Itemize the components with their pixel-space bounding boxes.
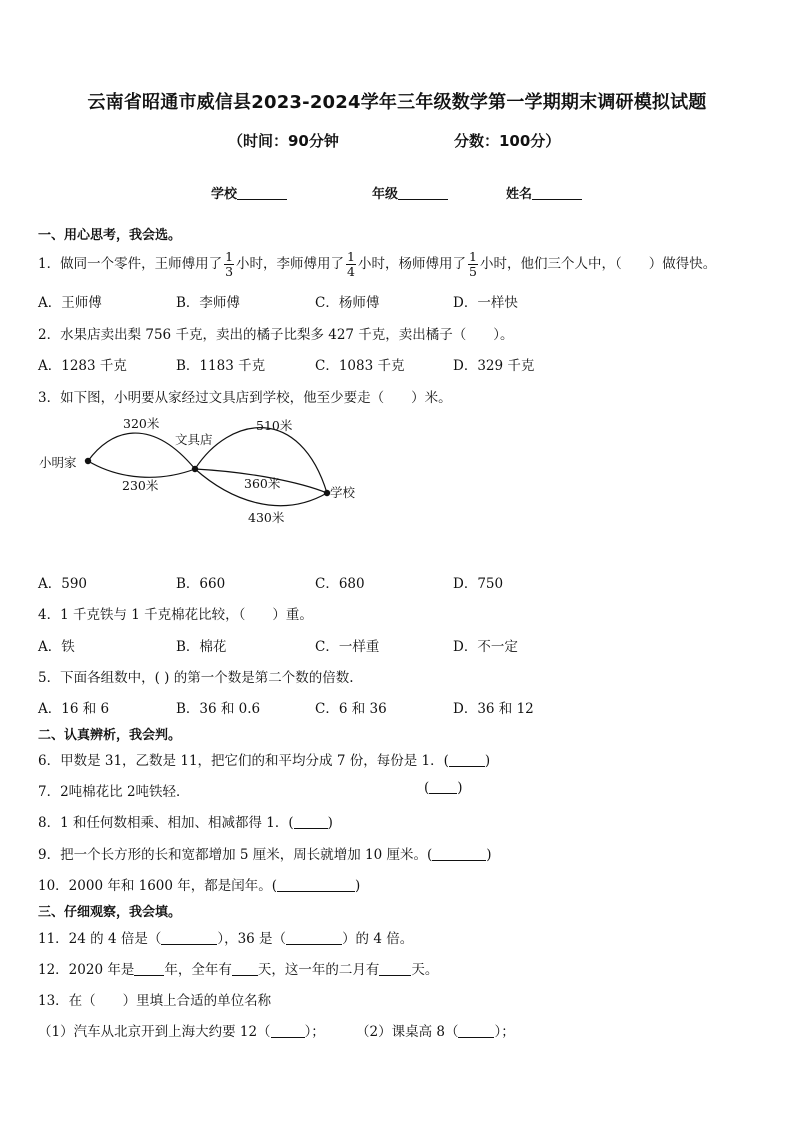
- q11-blank-1[interactable]: [161, 931, 217, 945]
- store-label: 文具店: [175, 432, 213, 447]
- path-home-store-bottom: [88, 461, 195, 477]
- q3-option-d[interactable]: D．750: [453, 576, 504, 592]
- distance-230: 230米: [122, 478, 159, 493]
- q4-option-d[interactable]: D．不一定: [453, 639, 518, 655]
- q1-text-mid2: 小时，杨师傅用了: [358, 256, 466, 272]
- question-12: [38, 958, 438, 978]
- q13-1-text: （1）汽车从北京开到上海大约要 12（: [38, 1024, 271, 1040]
- name-field: [506, 183, 582, 202]
- question-13-part-1: （1）汽车从北京开到上海大约要 12（ ）；: [38, 1024, 325, 1040]
- grade-blank[interactable]: [398, 187, 448, 200]
- q1-text-pre: 1．做同一个零件，王师傅用了: [38, 256, 223, 272]
- q4-option-a[interactable]: A．铁: [38, 639, 75, 655]
- section-2-heading: 二、认真辨析，我会判。: [38, 728, 182, 743]
- exam-time: （时间：90分钟: [228, 132, 339, 150]
- q4-option-c[interactable]: C．一样重: [315, 639, 380, 655]
- q1-option-a[interactable]: A．王师傅: [38, 295, 102, 311]
- q8-answer-blank[interactable]: [294, 815, 328, 829]
- question-11: [38, 927, 413, 947]
- name-label: 姓名: [506, 187, 533, 202]
- fraction-1-4: $\frac{1}{4}$: [347, 249, 355, 279]
- q11-text-c: ）的 4 倍。: [342, 931, 414, 947]
- q2-option-b[interactable]: B．1183 千克: [176, 358, 266, 374]
- q13-2-text: （2）课桌高 8（: [356, 1024, 459, 1040]
- q10-text: 10．2000 年和 1600 年，都是闰年。(: [38, 878, 278, 894]
- name-blank[interactable]: [532, 187, 582, 200]
- q9-answer-blank[interactable]: [432, 847, 486, 861]
- school-field: [211, 183, 287, 202]
- distance-510: 510米: [256, 418, 293, 433]
- question-13: 13．在（ ）里填上合适的单位名称: [38, 993, 272, 1009]
- q11-blank-2[interactable]: [286, 931, 342, 945]
- q5-option-d[interactable]: D．36 和 12: [453, 701, 534, 717]
- school-label-diagram: 学校: [330, 485, 356, 500]
- q1-option-c[interactable]: C．杨师傅: [315, 295, 380, 311]
- q12-text-a: 12．2020 年是: [38, 962, 135, 978]
- q3-option-c[interactable]: C．680: [315, 576, 365, 592]
- grade-label: 年级: [372, 187, 399, 202]
- question-8: 8．1 和任何数相乘、相加、相减都得 1．( ): [38, 815, 333, 831]
- q12-blank-1[interactable]: [134, 962, 164, 976]
- question-10: 10．2000 年和 1600 年，都是闰年。( ): [38, 878, 361, 894]
- question-4: 4．1 千克铁与 1 千克棉花比较，（ ）重。: [38, 607, 313, 623]
- q4-option-b[interactable]: B．棉花: [176, 639, 227, 655]
- q7-answer: ( ): [424, 780, 463, 796]
- question-2: 2．水果店卖出梨 756 千克，卖出的橘子比梨多 427 千克，卖出橘子（ ）。: [38, 327, 514, 343]
- q12-text-b: 年，全年有: [164, 962, 232, 978]
- page-title: 云南省昭通市威信县2023-2024学年三年级数学第一学期期末调研模拟试题: [87, 92, 707, 113]
- q10-answer-blank[interactable]: [277, 878, 355, 892]
- school-blank[interactable]: [237, 187, 287, 200]
- distance-430: 430米: [248, 510, 285, 525]
- q11-text-a: 11．24 的 4 倍是（: [38, 931, 162, 947]
- grade-field: [372, 183, 448, 202]
- store-point: [192, 466, 198, 472]
- q12-text-c: 天，这一年的二月有: [257, 962, 380, 978]
- q8-text: 8．1 和任何数相乘、相加、相减都得 1．(: [38, 815, 294, 831]
- q1-option-d[interactable]: D．一样快: [453, 295, 518, 311]
- question-5: 5．下面各组数中，( ) 的第一个数是第二个数的倍数.: [38, 670, 354, 686]
- q13-2-blank[interactable]: [458, 1024, 494, 1038]
- exam-score: 分数：100分）: [454, 132, 561, 150]
- q1-option-b[interactable]: B．李师傅: [176, 295, 240, 311]
- q5-option-b[interactable]: B．36 和 0.6: [176, 701, 261, 717]
- q12-blank-2[interactable]: [232, 962, 258, 976]
- question-1: [38, 250, 716, 279]
- q13-1-blank[interactable]: [271, 1024, 305, 1038]
- q12-text-d: 天。: [411, 962, 439, 978]
- q3-option-a[interactable]: A．590: [38, 576, 88, 592]
- q9-text: 9．把一个长方形的长和宽都增加 5 厘米，周长就增加 10 厘米。(: [38, 847, 433, 863]
- q6-answer-blank[interactable]: [449, 753, 485, 767]
- home-label: 小明家: [39, 455, 77, 470]
- route-diagram: [30, 410, 370, 530]
- q7-answer-blank[interactable]: [429, 780, 457, 794]
- question-13-part-2: （2）课桌高 8（ ）；: [356, 1024, 515, 1040]
- question-3: 3．如下图，小明要从家经过文具店到学校，他至少要走（ ）米。: [38, 390, 452, 406]
- fraction-1-5: $\frac{1}{5}$: [469, 249, 477, 279]
- q5-option-a[interactable]: A．16 和 6: [38, 701, 110, 717]
- q3-option-b[interactable]: B．660: [176, 576, 226, 592]
- q5-option-c[interactable]: C．6 和 36: [315, 701, 387, 717]
- question-6: 6．甲数是 31，乙数是 11，把它们的和平均分成 7 份，每份是 1．( ): [38, 753, 491, 769]
- distance-360: 360米: [244, 476, 281, 491]
- q11-text-b: ），36 是（: [217, 931, 287, 947]
- q12-blank-3[interactable]: [379, 962, 411, 976]
- home-point: [85, 458, 91, 464]
- question-7: 7．2吨棉花比 2吨铁轻．: [38, 784, 190, 800]
- school-label: 学校: [211, 187, 238, 202]
- q1-text-post: 小时，他们三个人中，（ ）做得快。: [479, 256, 717, 272]
- fraction-1-3: $\frac{1}{3}$: [225, 249, 234, 279]
- q2-option-a[interactable]: A．1283 千克: [38, 358, 127, 374]
- q1-text-mid1: 小时，李师傅用了: [236, 256, 345, 272]
- q6-text: 6．甲数是 31，乙数是 11，把它们的和平均分成 7 份，每份是 1．(: [38, 753, 449, 769]
- distance-320: 320米: [123, 416, 160, 431]
- question-9: 9．把一个长方形的长和宽都增加 5 厘米，周长就增加 10 厘米。( ): [38, 847, 492, 863]
- q2-option-d[interactable]: D．329 千克: [453, 358, 535, 374]
- section-1-heading: 一、用心思考，我会选。: [38, 228, 182, 243]
- q2-option-c[interactable]: C．1083 千克: [315, 358, 405, 374]
- section-3-heading: 三、仔细观察，我会填。: [38, 905, 182, 920]
